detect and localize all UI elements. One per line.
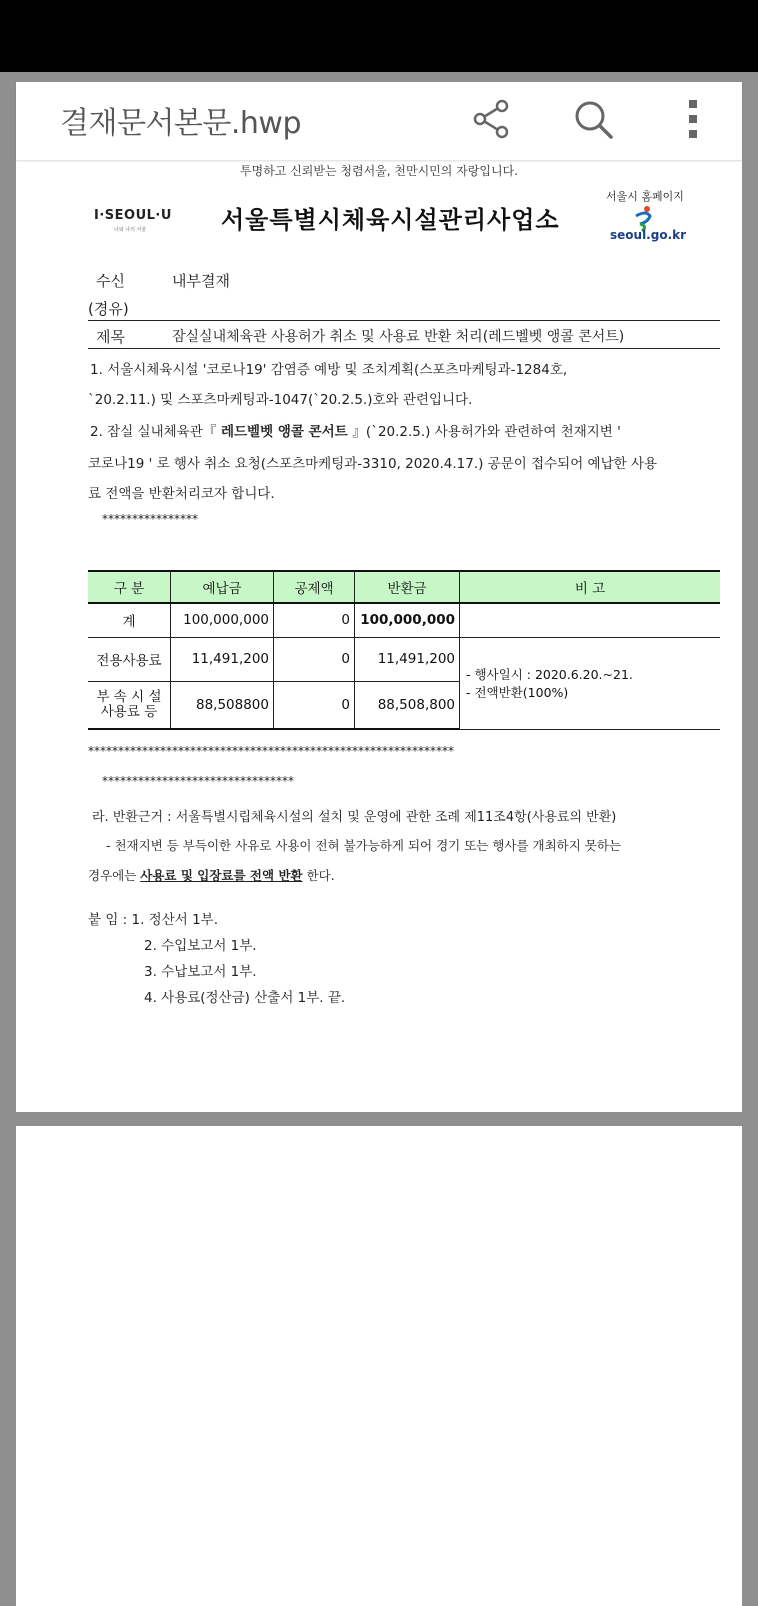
basis-detail-emphasis: 사용료 및 입장료를 전액 반환	[140, 868, 303, 883]
table-header-row	[88, 571, 720, 603]
row-deposit: 100,000,000	[171, 603, 274, 637]
subject-label: 제목	[96, 328, 125, 346]
refund-basis: 라. 반환근거 : 서울특별시립체육시설의 설치 및 운영에 관한 조례 제11조4항(사용료의 반환)	[92, 810, 617, 825]
header-remarks: 비 고	[460, 571, 721, 603]
slogan: 투명하고 신뢰받는 청렴서울, 천만시민의 자랑입니다.	[240, 164, 518, 178]
para2-line1-a: 2. 잠실 실내체육관『	[90, 424, 217, 440]
remarks-line-2: - 전액반환(100%)	[466, 685, 569, 700]
remarks-line-1: - 행사일시 : 2020.6.20.~21.	[466, 667, 633, 682]
basis-detail-2c: 한다.	[302, 868, 335, 883]
document-page-1	[16, 160, 742, 1112]
more-vert-icon[interactable]	[670, 96, 716, 142]
para2-line1-c: 』(`20.2.5.) 사용허가와 관련하여 천재지변 '	[352, 424, 621, 440]
document-page-2	[16, 1126, 742, 1606]
via-label: (경유)	[88, 300, 129, 318]
app-toolbar	[16, 82, 742, 160]
iseoulu-logo: I·SEOUL·U	[94, 208, 172, 223]
refund-table	[88, 570, 720, 730]
para1-line2: `20.2.11.) 및 스포츠마케팅과-1047(`20.2.5.)호와 관련입니다.	[88, 392, 473, 408]
homepage-label: 서울시 홈페이지	[606, 190, 684, 203]
refund-basis-detail: - 천재지변 등 부득이한 사유로 사용이 전혀 불가능하게 되어 경기 또는 행사를 개최하지 못하는	[106, 838, 622, 853]
homepage-url: seoul.go.kr	[610, 228, 687, 242]
row-refund: 11,491,200	[355, 637, 460, 681]
row-refund: 88,508,800	[355, 681, 460, 729]
refund-basis-detail-2	[88, 866, 335, 884]
row-deduction: 0	[274, 603, 355, 637]
header-category: 구 분	[88, 571, 171, 603]
para1-line1: 1. 서울시체육시설 '코로나19' 감염증 예방 및 조치계획(스포츠마케팅과-1284호,	[90, 362, 568, 378]
status-bar	[0, 0, 758, 72]
share-icon[interactable]	[468, 96, 514, 142]
header-deduction: 공제액	[274, 571, 355, 603]
divider	[88, 348, 720, 349]
event-name: 레드벨벳 앵콜 콘서트	[216, 424, 353, 440]
para2-line3: 료 전액을 반환처리코자 합니다.	[88, 486, 275, 502]
stars-1: ****************	[102, 512, 198, 526]
remarks-cell	[460, 637, 721, 729]
iseoulu-logo-sub: 너와 나의 서울	[114, 227, 147, 233]
para2-line1	[90, 420, 621, 440]
stars-2: *************************************************************	[88, 744, 454, 758]
stars-3: ********************************	[102, 774, 294, 788]
basis-detail-2a: 경우에는	[88, 868, 141, 883]
row-deduction: 0	[274, 681, 355, 729]
recipient-label: 수신	[96, 272, 125, 290]
subject-value: 잠실실내체육관 사용허가 취소 및 사용료 반환 처리(레드벨벳 앵콜 콘서트)	[172, 329, 625, 345]
search-icon[interactable]	[570, 96, 616, 142]
attachment-1: 붙 임 : 1. 정산서 1부.	[88, 912, 219, 928]
document-title: 결재문서본문.hwp	[60, 106, 302, 141]
row-remarks-empty	[460, 603, 721, 637]
row-category: 부 속 시 설 사용료 등	[88, 681, 171, 729]
attachment-2: 2. 수입보고서 1부.	[144, 938, 257, 954]
divider	[88, 320, 720, 321]
row-refund: 100,000,000	[355, 603, 460, 637]
table-row	[88, 637, 720, 681]
row-deduction: 0	[274, 637, 355, 681]
row-deposit: 88,508800	[171, 681, 274, 729]
header-deposit: 예납금	[171, 571, 274, 603]
attachment-3: 3. 수납보고서 1부.	[144, 964, 257, 980]
table-row	[88, 603, 720, 637]
recipient-value: 내부결재	[172, 272, 230, 290]
organization-name: 서울특별시체육시설관리사업소	[221, 206, 560, 234]
attachment-4: 4. 사용료(정산금) 산출서 1부. 끝.	[144, 990, 346, 1006]
row-deposit: 11,491,200	[171, 637, 274, 681]
row-category: 계	[88, 603, 171, 637]
row-category: 전용사용료	[88, 637, 171, 681]
para2-line2: 코로나19 ' 로 행사 취소 요청(스포츠마케팅과-3310, 2020.4.17.) 공문이 접수되어 예납한 사용	[88, 456, 658, 472]
header-refund: 반환금	[355, 571, 460, 603]
